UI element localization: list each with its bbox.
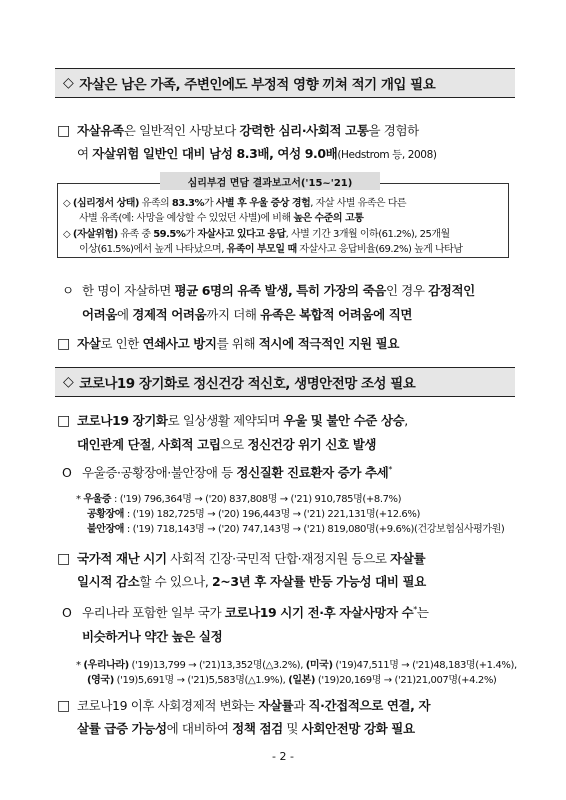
circle-bullet: ㅇ	[62, 283, 74, 298]
paragraph-4-line-1: □ 코로나19 장기화로 일상생활 제약되며 우울 및 불안 수준 상승,	[57, 413, 408, 429]
section-heading-1	[55, 68, 515, 98]
paragraph-2-line-2: 어려움에 경제적 어려움까지 더해 유족은 복합적 어려움에 직면	[82, 307, 413, 322]
report-line-4: 이상(61.5%)에서 높게 나타났으며, 유족이 부모일 때 자살사고 응답비율(69.2%) 높게 나타남	[79, 244, 463, 255]
circle-bullet: O	[62, 605, 72, 620]
page-number: - 2 -	[272, 750, 294, 763]
report-line-2: 사별 유족(예: 사망을 예상할 수 있었던 사별)에 비해 높은 수준의 고통	[79, 213, 364, 224]
paragraph-2-line-1: ㅇ 한 명이 자살하면 평균 6명의 유족 발생, 특히 가장의 죽음인 경우 감정적인	[62, 283, 475, 298]
paragraph-4-line-2: 대인관계 단절, 사회적 고립으로 정신건강 위기 신호 발생	[77, 437, 377, 452]
stats-1-line-1: * 우울증 : ('19) 796,364명 → ('20) 837,808명 → ('21) 910,785명(+8.7%)	[76, 494, 402, 505]
diamond-bullet: ◇	[63, 198, 71, 209]
stats-2-line-2: (영국) ('19)5,691명 → ('21)5,583명(△1.9%), (일본) ('19)20,169명 → ('21)21,007명(+4.2%)	[87, 675, 497, 686]
diamond-bullet: ◇	[63, 374, 74, 390]
paragraph-1-line-2: 여 자살위험 일반인 대비 남성 8.3배, 여성 9.0배(Hedstrom 등, 2008)	[77, 146, 437, 161]
paragraph-6-line-2: 일시적 감소할 수 있으나, 2~3년 후 자살률 반등 가능성 대비 필요	[77, 574, 426, 589]
paragraph-7-line-2: 비슷하거나 약간 높은 실정	[82, 629, 223, 644]
section-title: 자살은 남은 가족, 주변인에도 부정적 영향 끼쳐 적기 개입 필요	[79, 77, 436, 93]
paragraph-8-line-1: □ 코로나19 이후 사회경제적 변화는 자살률과 직·간접적으로 연결, 자	[57, 698, 431, 714]
paragraph-5: O 우울증·공황장애·불안장애 등 정신질환 진료환자 증가 추세*	[62, 464, 392, 480]
report-line-3: ◇ (자살위험) 유족 중 59.5%가 자살사고 있다고 응답, 사별 기간 3개월 이하(61.2%), 25개월	[63, 229, 450, 240]
square-bullet: □	[57, 698, 70, 714]
section-heading-2	[55, 367, 515, 397]
stats-1-line-2: 공황장애 : ('19) 182,725명 → ('20) 196,443명 → ('21) 221,131명(+12.6%)	[87, 509, 420, 520]
circle-bullet: O	[62, 465, 72, 480]
square-bullet: □	[57, 336, 70, 352]
stats-1-line-3: 불안장애 : ('19) 718,143명 → ('20) 747,143명 → ('21) 819,080명(+9.6%)(건강보험심사평가원)	[87, 524, 505, 535]
stats-2-line-1: * (우리나라) ('19)13,799 → ('21)13,352명(△3.2%), (미국) ('19)47,511명 → ('21)48,183명(+1.4%),	[76, 660, 517, 671]
paragraph-1-line-1: □ 자살유족은 일반적인 사망보다 강력한 심리·사회적 고통을 경험하	[57, 123, 419, 139]
paragraph-3: □ 자살로 인한 연쇄사고 방지를 위해 적시에 적극적인 지원 필요	[57, 336, 400, 352]
paragraph-8-line-2: 살률 급증 가능성에 대비하여 정책 점검 및 사회안전망 강화 필요	[77, 721, 415, 736]
diamond-bullet: ◇	[63, 75, 74, 91]
paragraph-7-line-1: O 우리나라 포함한 일부 국가 코로나19 시기 전·후 자살사망자 수*는	[62, 604, 429, 620]
paragraph-6-line-1: □ 국가적 재난 시기 사회적 긴장·국민적 단합·재정지원 등으로 자살률	[57, 551, 426, 567]
report-title-tab: 심리부검 면담 결과보고서('15~'21)	[160, 172, 380, 190]
square-bullet: □	[57, 413, 70, 429]
square-bullet: □	[57, 551, 70, 567]
square-bullet: □	[57, 123, 70, 139]
diamond-bullet: ◇	[63, 229, 71, 240]
report-line-1: ◇ (심리정서 상태) 유족의 83.3%가 사별 후 우울 증상 경험, 자살 사별 유족은 다른	[63, 198, 407, 209]
section-title: 코로나19 장기화로 정신건강 적신호, 생명안전망 조성 필요	[79, 376, 416, 392]
